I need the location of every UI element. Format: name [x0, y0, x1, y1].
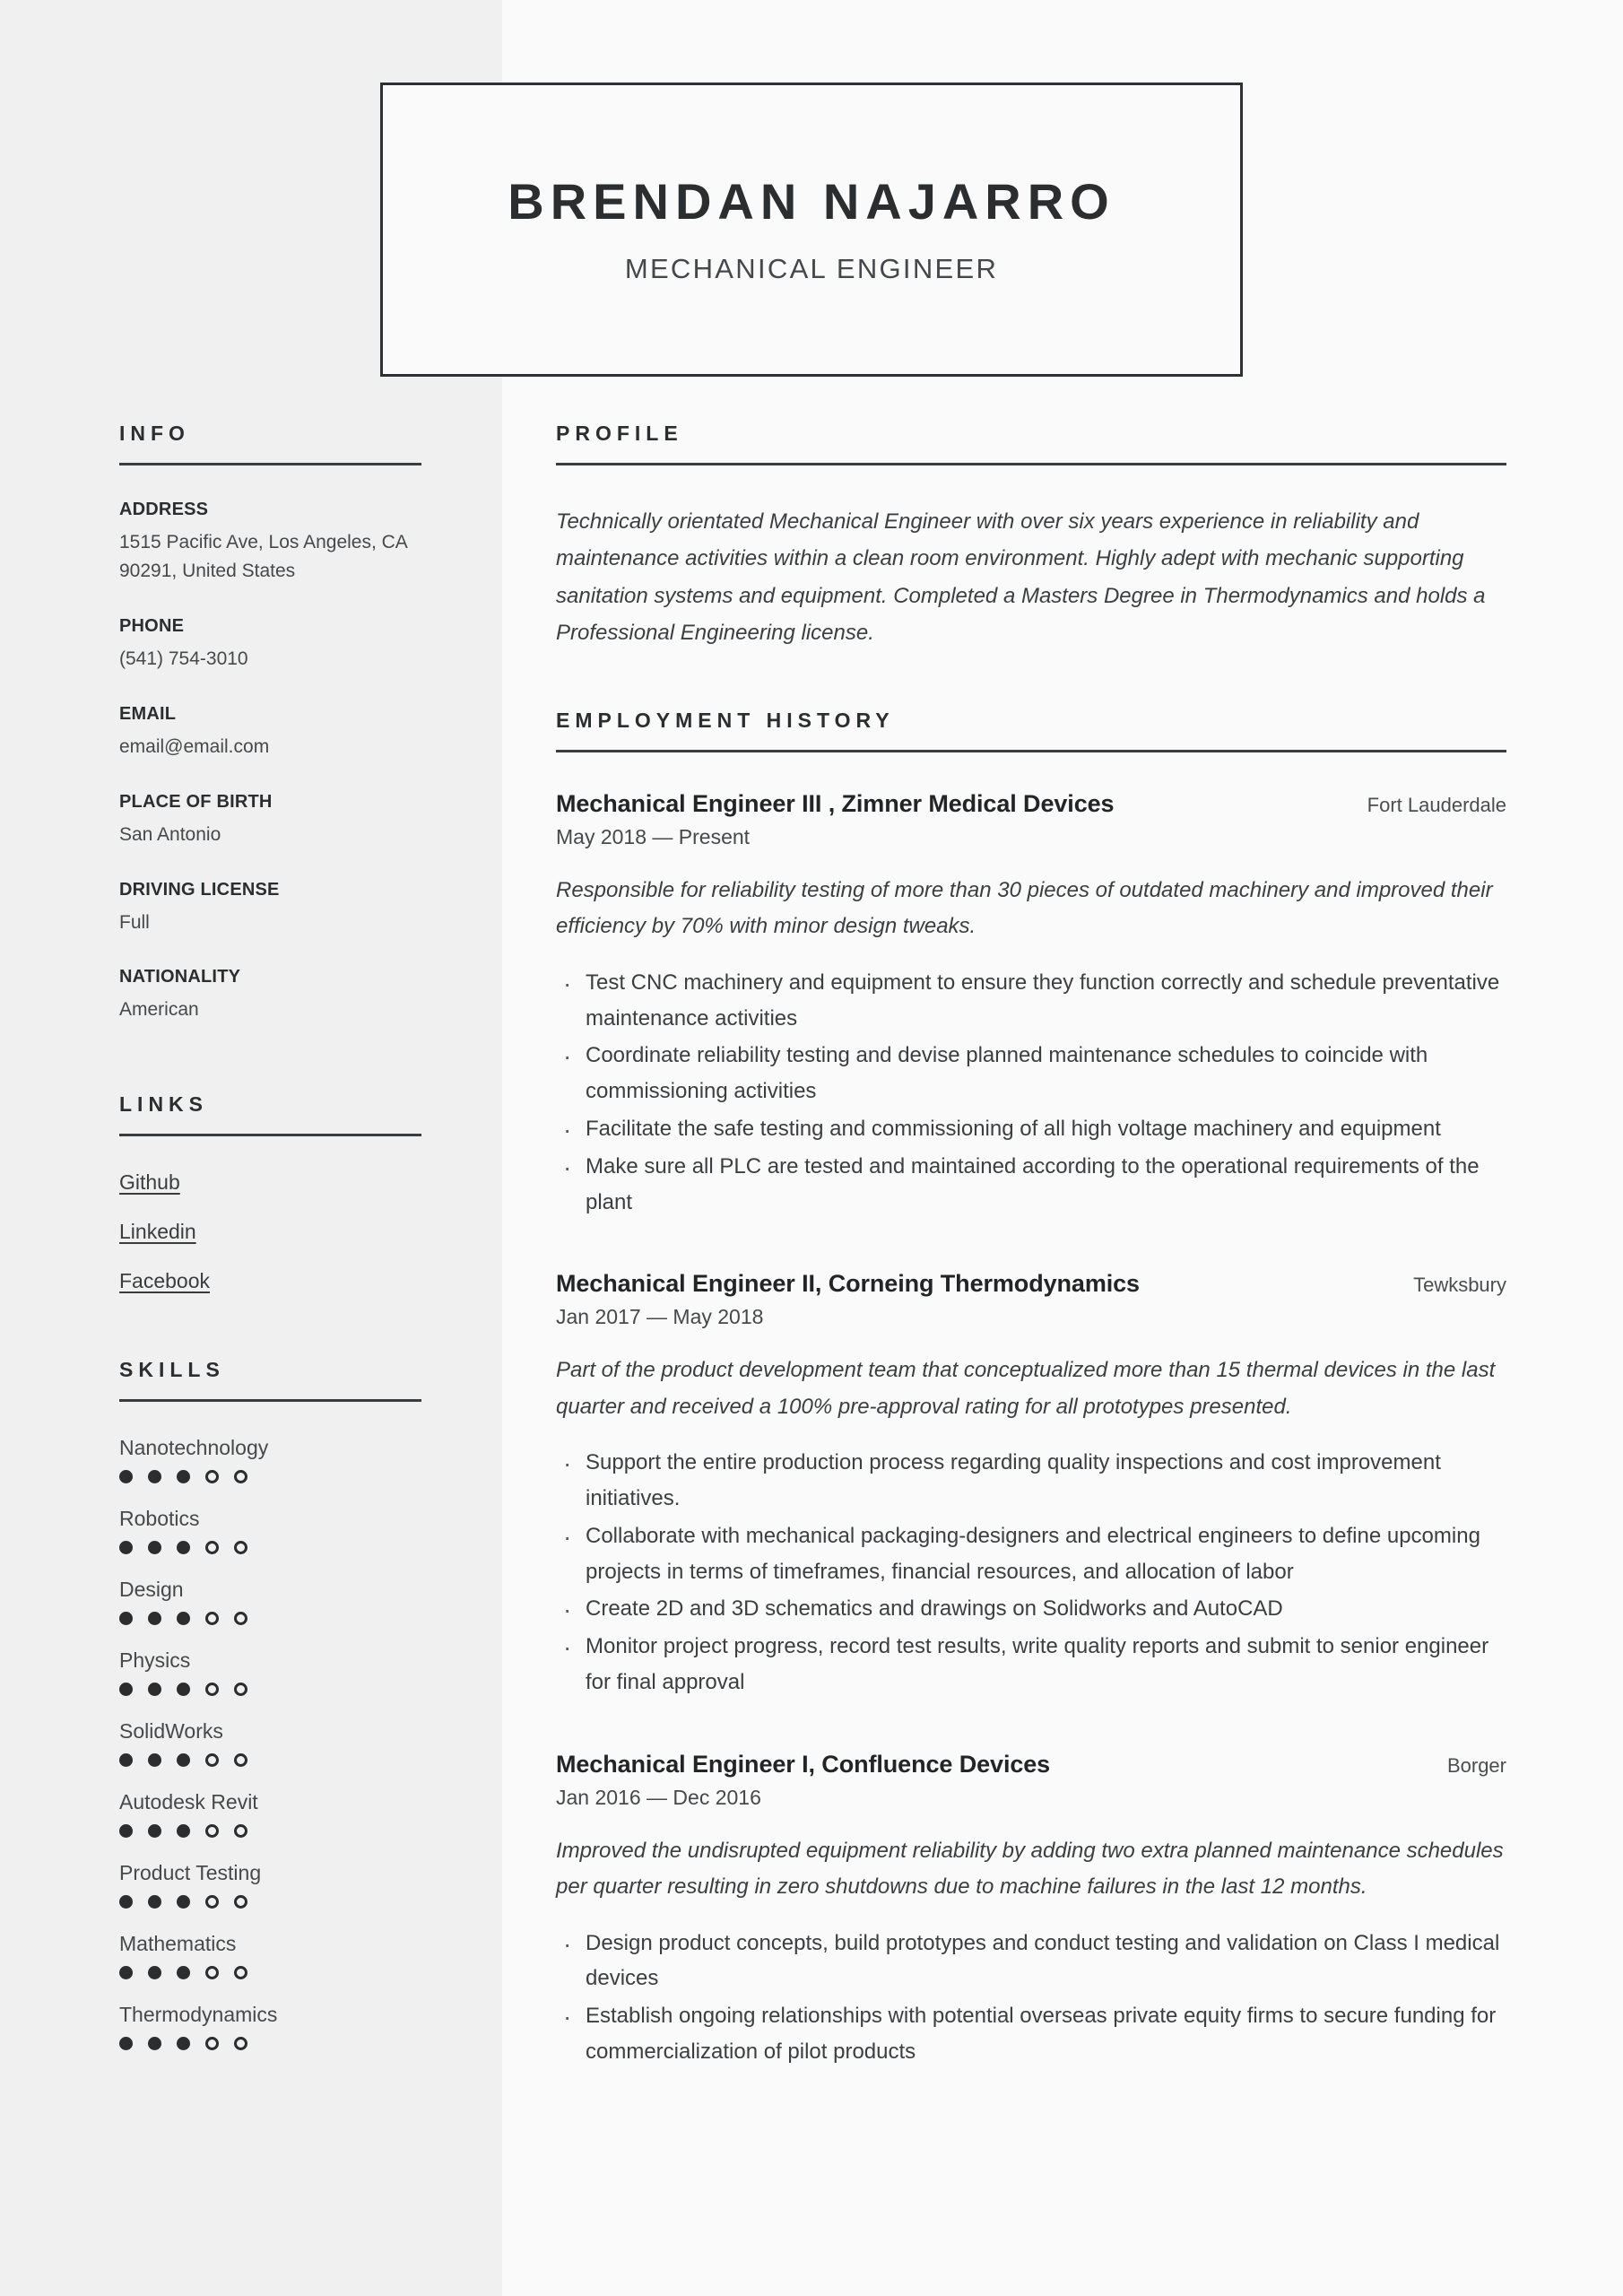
rating-dot-empty-icon [205, 1753, 219, 1767]
skill-rating-dots [119, 1895, 421, 1909]
section-links [119, 1092, 421, 1136]
section-divider [556, 750, 1506, 752]
rating-dot-filled-icon [119, 1541, 133, 1554]
section-profile [556, 422, 1506, 651]
job-summary: Improved the undisrupted equipment reliability by adding two extra planned maintenance schedules per quarter resulting in zero shutdowns due to machine failures in the last 12 months. [556, 1838, 1504, 1900]
info-field [119, 616, 421, 674]
section-heading-skills: SKILLS [119, 1358, 225, 1382]
link-list [119, 1170, 421, 1293]
skill-item [119, 1507, 421, 1554]
job-summary: Responsible for reliability testing of more than 30 pieces of outdated machinery and improved their efficiency by 70% with minor design tweaks. [556, 878, 1493, 939]
rating-dot-filled-icon [148, 1470, 161, 1483]
section-heading-profile: PROFILE [556, 422, 683, 445]
rating-dot-empty-icon [234, 2037, 247, 2050]
job-location: Tewksbury [1413, 1274, 1506, 1297]
info-field-label: ADDRESS [119, 500, 209, 519]
skill-name: Design [119, 1578, 184, 1602]
rating-dot-empty-icon [234, 1824, 247, 1838]
rating-dot-filled-icon [148, 1966, 161, 1979]
job-entry [556, 790, 1506, 1220]
rating-dot-filled-icon [177, 2037, 190, 2050]
job-role-title: Mechanical Engineer III , Zimner Medical Devices [556, 790, 1115, 818]
rating-dot-empty-icon [205, 1966, 219, 1979]
info-field-value: San Antonio [119, 823, 221, 845]
skill-name: Product Testing [119, 1861, 262, 1885]
rating-dot-filled-icon [177, 1683, 190, 1696]
job-dates: Jan 2017 — May 2018 [556, 1305, 764, 1329]
job-bullet: · Coordinate reliability testing and devise planned maintenance schedules to coincide with commissioning activities [556, 1038, 1506, 1109]
rating-dot-empty-icon [234, 1966, 247, 1979]
skill-rating-dots [119, 1612, 421, 1625]
rating-dot-empty-icon [234, 1683, 247, 1696]
rating-dot-filled-icon [148, 2037, 161, 2050]
job-bullet: · Test CNC machinery and equipment to ensure they function correctly and schedule preventative maintenance activities [556, 965, 1506, 1037]
job-dates: May 2018 — Present [556, 825, 751, 849]
info-field-value: (541) 754-3010 [119, 648, 248, 669]
job-header [556, 1751, 1506, 1779]
skill-item [119, 1436, 421, 1483]
rating-dot-empty-icon [234, 1470, 247, 1483]
skill-item [119, 2003, 421, 2050]
job-bullet-list [556, 1926, 1506, 2070]
section-divider [556, 463, 1506, 465]
info-field-label: PLACE OF BIRTH [119, 791, 273, 812]
info-field [119, 704, 421, 761]
rating-dot-empty-icon [205, 1895, 219, 1909]
info-field-label: NATIONALITY [119, 967, 241, 987]
rating-dot-filled-icon [119, 1683, 133, 1696]
rating-dot-empty-icon [234, 1612, 247, 1625]
skill-item [119, 1861, 421, 1909]
skill-rating-dots [119, 1470, 421, 1483]
job-role-title: Mechanical Engineer II, Corneing Thermodynamics [556, 1270, 1140, 1298]
rating-dot-filled-icon [119, 1895, 133, 1909]
rating-dot-filled-icon [119, 1966, 133, 1979]
profile-heading-wrap [556, 422, 1506, 465]
job-bullet: · Create 2D and 3D schematics and drawings on Solidworks and AutoCAD [556, 1591, 1506, 1627]
rating-dot-filled-icon [119, 1470, 133, 1483]
info-field-label: EMAIL [119, 703, 177, 724]
job-bullet: · Establish ongoing relationships with potential overseas private equity firms to secure funding for commercialization of pilot products [556, 1998, 1506, 2070]
section-divider [119, 1134, 421, 1136]
skill-list [119, 1436, 421, 2050]
rating-dot-empty-icon [205, 1470, 219, 1483]
skill-name: Autodesk Revit [119, 1790, 258, 1814]
job-title-subtitle: MECHANICAL ENGINEER [624, 252, 999, 284]
info-field-value: 1515 Pacific Ave, Los Angeles, CA 90291, United States [119, 532, 407, 581]
rating-dot-empty-icon [205, 2037, 219, 2050]
job-header [556, 1270, 1506, 1298]
job-location: Fort Lauderdale [1367, 794, 1506, 817]
rating-dot-empty-icon [234, 1753, 247, 1767]
section-info [119, 422, 421, 465]
rating-dot-filled-icon [148, 1753, 161, 1767]
info-field [119, 880, 421, 937]
job-bullet: · Collaborate with mechanical packaging-designers and electrical engineers to define upcoming projects in terms of timeframes, financial resources, and allocation of labor [556, 1518, 1506, 1590]
job-bullet-list [556, 1445, 1506, 1700]
section-heading-links: LINKS [119, 1092, 208, 1117]
rating-dot-empty-icon [205, 1612, 219, 1625]
section-divider [119, 1399, 421, 1402]
skill-name: Nanotechnology [119, 1436, 269, 1460]
job-bullet: · Monitor project progress, record test results, write quality reports and submit to senior engineer for final approval [556, 1629, 1506, 1700]
info-field-value: email@email.com [119, 735, 270, 757]
job-bullet: · Design product concepts, build prototypes and conduct testing and validation on Class I medical devices [556, 1926, 1506, 1997]
skill-item [119, 1790, 421, 1838]
skill-rating-dots [119, 1966, 421, 1979]
job-entry [556, 1270, 1506, 1700]
rating-dot-filled-icon [148, 1824, 161, 1838]
job-summary: Part of the product development team that conceptualized more than 15 thermal devices in the last quarter and received a 100% pre-approval rating for all prototypes presented. [556, 1358, 1496, 1419]
skill-name: Mathematics [119, 1932, 237, 1956]
rating-dot-empty-icon [234, 1895, 247, 1909]
skill-name: Thermodynamics [119, 2003, 278, 2027]
skill-name: Robotics [119, 1507, 200, 1531]
info-field-list [119, 500, 421, 1024]
spacer [119, 1055, 421, 1092]
skill-rating-dots [119, 1753, 421, 1767]
link-item-linkedin[interactable]: Linkedin [119, 1220, 196, 1244]
rating-dot-filled-icon [119, 2037, 133, 2050]
name-header-box [380, 83, 1243, 377]
job-bullet: · Make sure all PLC are tested and maintained according to the operational requirements of the plant [556, 1149, 1506, 1221]
rating-dot-empty-icon [234, 1541, 247, 1554]
job-header [556, 790, 1506, 818]
rating-dot-filled-icon [177, 1895, 190, 1909]
section-skills [119, 1358, 421, 1402]
skill-name: SolidWorks [119, 1719, 223, 1744]
rating-dot-filled-icon [177, 1541, 190, 1554]
info-field [119, 500, 421, 586]
info-field-value: Full [119, 911, 150, 933]
link-item-facebook[interactable]: Facebook [119, 1269, 211, 1293]
skill-item [119, 1578, 421, 1625]
info-field [119, 792, 421, 849]
rating-dot-filled-icon [148, 1683, 161, 1696]
section-heading-info: INFO [119, 422, 190, 445]
rating-dot-empty-icon [205, 1541, 219, 1554]
resume-body-columns [0, 422, 1623, 2074]
rating-dot-filled-icon [148, 1895, 161, 1909]
rating-dot-filled-icon [119, 1612, 133, 1625]
rating-dot-empty-icon [205, 1824, 219, 1838]
info-field [119, 967, 421, 1024]
section-divider [119, 463, 421, 465]
info-field-value: American [119, 999, 199, 1021]
rating-dot-empty-icon [205, 1683, 219, 1696]
rating-dot-filled-icon [148, 1612, 161, 1625]
skill-item [119, 1932, 421, 1979]
sidebar [0, 422, 502, 2074]
page-title: BRENDAN NAJARRO [508, 173, 1115, 230]
job-location: Borger [1446, 1753, 1506, 1777]
info-field-label: DRIVING LICENSE [119, 879, 280, 900]
rating-dot-filled-icon [177, 1753, 190, 1767]
skill-rating-dots [119, 1541, 421, 1554]
skill-item [119, 1648, 421, 1696]
job-role-title: Mechanical Engineer I, Confluence Devices [556, 1750, 1051, 1778]
employment-heading-wrap [556, 709, 1506, 752]
skill-rating-dots [119, 2037, 421, 2050]
job-entry [556, 1751, 1506, 2070]
job-list [556, 790, 1506, 2070]
rating-dot-filled-icon [177, 1824, 190, 1838]
skill-rating-dots [119, 1683, 421, 1696]
skill-rating-dots [119, 1824, 421, 1838]
job-bullet: · Facilitate the safe testing and commissioning of all high voltage machinery and equipment [556, 1111, 1506, 1147]
rating-dot-filled-icon [177, 1966, 190, 1979]
job-bullet-list [556, 965, 1506, 1221]
link-item-github[interactable]: Github [119, 1170, 180, 1195]
spacer [119, 1318, 421, 1358]
section-employment-history [556, 709, 1506, 2070]
rating-dot-filled-icon [119, 1824, 133, 1838]
skill-name: Physics [119, 1648, 191, 1673]
skill-item [119, 1719, 421, 1767]
profile-summary-text: Technically orientated Mechanical Engineer with over six years experience in reliability and maintenance activities within a clean room environment. Highly adept with mechanic supporting sanitation systems and equipment. Completed a Masters Degree in Thermodynamics and holds a Professional Engineering license. [556, 509, 1486, 645]
job-bullet: · Support the entire production process regarding quality inspections and cost improvement initiatives. [556, 1445, 1506, 1517]
main-content [502, 422, 1623, 2074]
section-heading-employment: EMPLOYMENT HISTORY [556, 709, 895, 733]
rating-dot-filled-icon [177, 1470, 190, 1483]
job-dates: Jan 2016 — Dec 2016 [556, 1785, 761, 1809]
rating-dot-filled-icon [177, 1612, 190, 1625]
rating-dot-filled-icon [119, 1753, 133, 1767]
info-field-label: PHONE [119, 615, 185, 636]
rating-dot-filled-icon [148, 1541, 161, 1554]
